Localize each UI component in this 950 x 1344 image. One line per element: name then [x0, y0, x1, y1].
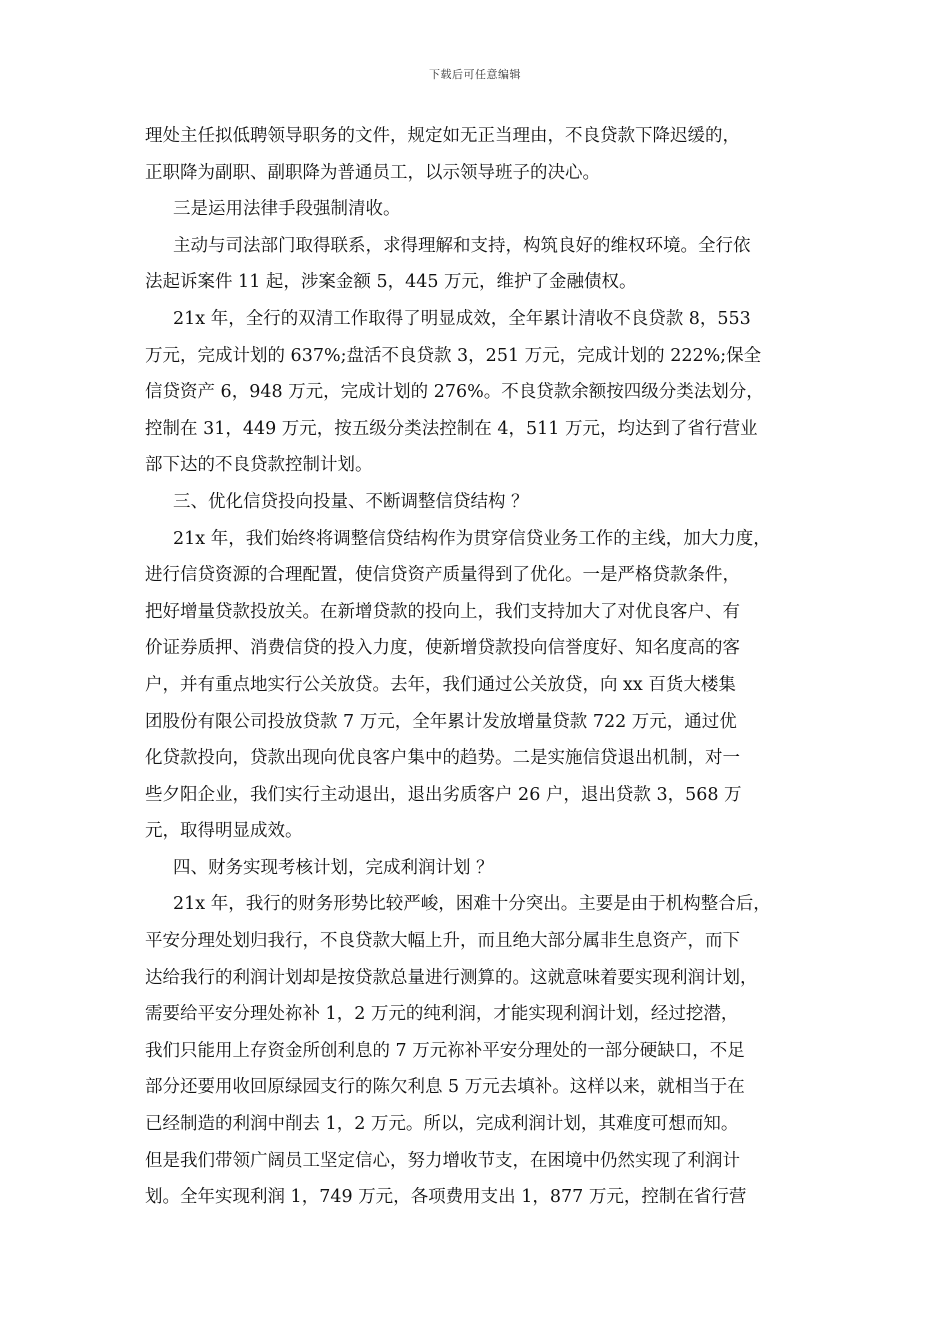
text-line: 划。全年实现利润 1，749 万元，各项费用支出 1，877 万元，控制在省行营: [145, 1187, 747, 1208]
text-line: 但是我们带领广阔员工坚定信心，努力增收节支，在困境中仍然实现了利润计: [145, 1150, 740, 1171]
text-line: 进行信贷资源的合理配置，使信贷资产质量得到了优化。一是严格贷款条件，: [145, 565, 740, 586]
text-line: 万元，完成计划的 637%;盘活不良贷款 3，251 万元，完成计划的 222%;保全: [145, 345, 762, 366]
text-line: 平安分理处划归我行，不良贷款大幅上升，而且绝大部分属非生息资产，而下: [145, 931, 740, 952]
text-line: 21x 年，我行的财务形势比较严峻，困难十分突出。主要是由于机构整合后，: [173, 894, 771, 915]
text-line: 团股份有限公司投放贷款 7 万元，全年累计发放增量贷款 722 万元，通过优: [145, 711, 737, 732]
text-line: 理处主任拟低聘领导职务的文件，规定如无正当理由，不良贷款下降迟缓的，: [145, 126, 740, 146]
text-line: 部下达的不良贷款控制计划。: [145, 455, 373, 476]
text-line: 户，并有重点地实行公关放贷。去年，我们通过公关放贷，向 xx 百货大楼集: [145, 674, 736, 695]
text-line: 部分还要用收回原绿园支行的陈欠利息 5 万元去填补。这样以来，就相当于在: [145, 1077, 745, 1098]
text-line: 些夕阳企业，我们实行主动退出，退出劣质客户 26 户，退出贷款 3，568 万: [145, 784, 742, 805]
document-body: [145, 118, 805, 1216]
text-line: 价证券质押、消费信贷的投入力度，使新增贷款投向信誉度好、知名度高的客: [145, 638, 740, 659]
text-line: 21x 年，全行的双清工作取得了明显成效，全年累计清收不良贷款 8，553: [173, 308, 751, 329]
text-line: 主动与司法部门取得联系，求得理解和支持，构筑良好的维权环境。全行依: [173, 235, 751, 256]
text-line: 控制在 31，449 万元，按五级分类法控制在 4，511 万元，均达到了省行营业: [145, 418, 758, 439]
text-line: 已经制造的利润中削去 1，2 万元。所以，完成利润计划，其难度可想而知。: [145, 1114, 739, 1135]
text-line: 达给我行的利润计划却是按贷款总量进行测算的。这就意味着要实现利润计划，: [145, 967, 758, 988]
text-line: 我们只能用上存资金所创利息的 7 万元祢补平安分理处的一部分硬缺口，不足: [145, 1040, 745, 1061]
text-line: 21x 年，我们始终将调整信贷结构作为贯穿信贷业务工作的主线，加大力度，: [173, 528, 771, 549]
page-header: 下载后可任意编辑: [429, 68, 521, 81]
text-line: 三是运用法律手段强制清收。: [173, 199, 401, 220]
text-line: 法起诉案件 11 起，涉案金额 5，445 万元，维护了金融债权。: [145, 272, 637, 293]
text-line: 正职降为副职、副职降为普通员工，以示领导班子的决心。: [145, 162, 600, 183]
text-line: 需要给平安分理处祢补 1，2 万元的纯利润，才能实现利润计划，经过挖潜，: [145, 1004, 739, 1025]
text-line: 把好增量贷款投放关。在新增贷款的投向上，我们支持加大了对优良客户、有: [145, 601, 740, 622]
text-line: 元，取得明显成效。: [145, 821, 303, 842]
text-line: 四、财务实现考核计划，完成利润计划 ？: [173, 857, 494, 878]
text-line: 化贷款投向，贷款出现向优良客户集中的趋势。二是实施信贷退出机制，对一: [145, 748, 740, 769]
text-line: 三、优化信贷投向投量、不断调整信贷结构 ？: [173, 491, 529, 512]
text-line: 信贷资产 6，948 万元，完成计划的 276%。不良贷款余额按四级分类法划分，: [145, 382, 764, 403]
